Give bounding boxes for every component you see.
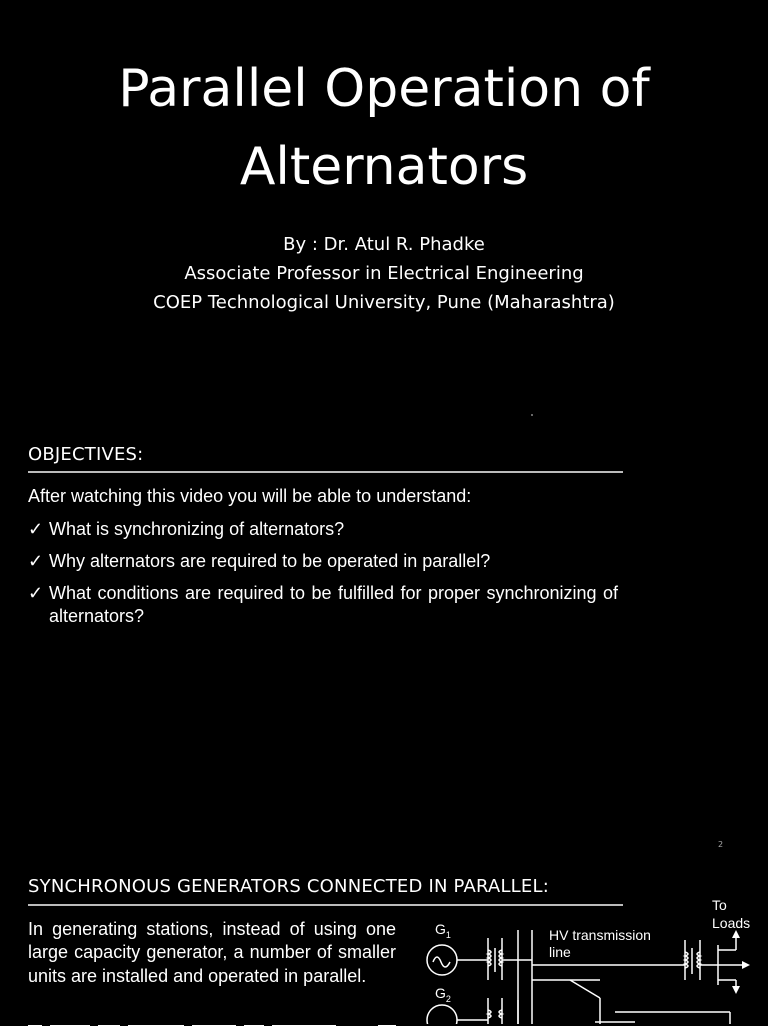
parallel-heading: SYNCHRONOUS GENERATORS CONNECTED IN PARALLEL: [28,876,549,897]
objectives-intro: After watching this video you will be able to understand: [28,486,472,506]
checkmark-icon: ✓ [28,551,44,571]
objective-item [28,550,618,573]
author-designation: Associate Professor in Electrical Engineering [184,263,584,284]
g2-label: $G_2$ [435,985,451,1004]
paragraph-continuation [28,1016,396,1026]
objective-item [28,582,618,628]
g1-label: $G_1$ [435,921,451,940]
checkmark-icon: ✓ [28,519,44,539]
hv-line-label-1: HV transmission [549,927,651,943]
objective-text: What is synchronizing of alternators? [49,519,345,539]
objectives-heading: OBJECTIVES: [28,444,144,465]
generator-1-icon [427,945,457,975]
loads-label-2: Loads [712,915,751,931]
author-block [0,230,768,317]
hv-line-label-2: line [549,944,571,960]
generator-2-icon [427,1005,457,1024]
objectives-divider [28,471,623,473]
objective-text: Why alternators are required to be operated in parallel? [49,551,491,571]
page-number: 2 [718,840,724,849]
author-name: By : Dr. Atul R. Phadke [283,234,485,255]
slide-title [0,50,768,206]
parallel-generators-diagram [400,890,768,1024]
title-line-1: Parallel Operation of [118,59,650,119]
objective-item [28,518,618,541]
parallel-paragraph: In generating stations, instead of using one large capacity generator, a number of smaller units are installed and operated in parallel. [28,919,396,986]
loads-label-1: To [712,897,727,913]
objectives-list [28,518,618,637]
title-line-2: Alternators [239,137,529,197]
checkmark-icon: ✓ [28,583,44,603]
stray-dot [531,414,533,416]
objective-text: What conditions are required to be fulfilled for proper synchronizing of alternators? [49,583,618,626]
author-affiliation: COEP Technological University, Pune (Maharashtra) [153,292,615,313]
